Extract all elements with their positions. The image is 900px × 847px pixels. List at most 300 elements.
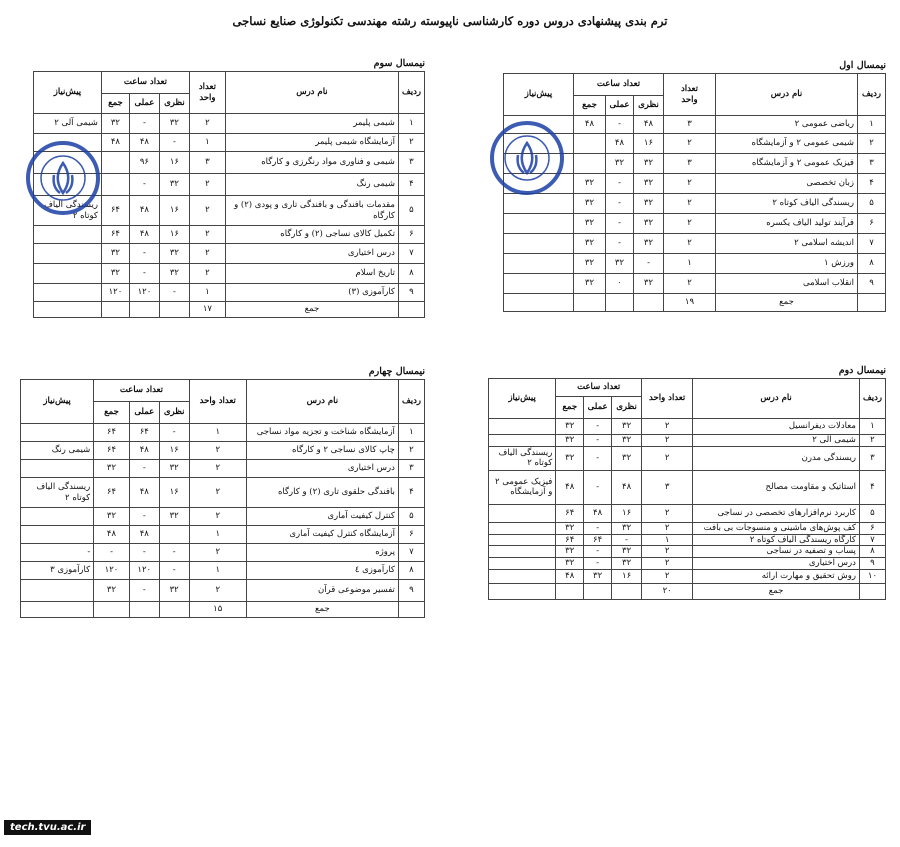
header-practical: عملی: [606, 96, 634, 116]
total-hours: ۳۲: [101, 244, 129, 264]
header-theory: نظری: [634, 96, 664, 116]
row-number: ۹: [398, 284, 424, 302]
course-units: ۲: [664, 234, 716, 254]
practical-hours: -: [584, 557, 612, 569]
course-name: کارگاه ریسندگی الیاف کوتاه ۲: [693, 534, 860, 546]
course-units: ۲: [642, 446, 693, 470]
course-name: کف پوش‌های ماشینی و منسوجات بی بافت: [693, 522, 860, 534]
header-total: جمع: [101, 94, 129, 114]
theory-hours: -: [159, 562, 189, 580]
course-name: شیمی رنگ: [225, 174, 398, 196]
site-logo: tech.tvu.ac.ir: [4, 820, 91, 835]
course-name: بافندگی حلقوی تاری (۲) و کارگاه: [246, 478, 398, 508]
total-empty-cell: [21, 602, 94, 618]
table-row: [504, 174, 886, 194]
course-name: شیمی و فناوری مواد رنگرزی و کارگاه: [225, 152, 398, 174]
header-units: [664, 74, 716, 116]
total-spacer: [398, 302, 424, 318]
row-number: ۸: [398, 264, 424, 284]
practical-hours: -: [129, 174, 159, 196]
theory-hours: -: [159, 544, 189, 562]
header-course-name: نام درس: [693, 379, 860, 419]
total-hours: ۶۴: [101, 196, 129, 226]
prerequisite: [504, 274, 574, 294]
course-units: ۱: [189, 526, 246, 544]
row-number: ۲: [858, 134, 886, 154]
semester-4-block: [20, 366, 425, 618]
header-total: جمع: [94, 402, 130, 424]
total-hours: ۳۲: [556, 546, 584, 558]
header-hours: تعداد ساعت: [94, 380, 189, 402]
row-number: ۷: [398, 244, 424, 264]
course-units: ۳: [642, 470, 693, 504]
theory-hours: ۳۲: [634, 214, 664, 234]
table-row: [21, 544, 425, 562]
row-number: ۵: [398, 508, 424, 526]
course-units: ۲: [189, 114, 225, 134]
total-hours: [101, 152, 129, 174]
practical-hours: ۴۸: [129, 478, 159, 508]
total-empty-cell: [33, 302, 101, 318]
theory-hours: ۳۲: [634, 174, 664, 194]
theory-hours: ۱۶: [159, 442, 189, 460]
semester-label: نیمسال سوم: [373, 58, 425, 69]
theory-hours: [159, 526, 189, 544]
total-spacer: [398, 602, 424, 618]
table-row: [489, 435, 886, 447]
course-units: ۲: [189, 196, 225, 226]
practical-hours: ۳۲: [584, 569, 612, 583]
row-number: ۱: [398, 114, 424, 134]
row-number: ۸: [858, 254, 886, 274]
row-number: ۶: [859, 522, 885, 534]
theory-hours: ۳۲: [159, 508, 189, 526]
header-row-number: ردیف: [859, 379, 885, 419]
total-empty-cell: [489, 583, 556, 599]
theory-hours: -: [612, 534, 642, 546]
course-name: ریاضی عمومی ۲: [716, 116, 858, 134]
prerequisite: [489, 435, 556, 447]
practical-hours: ۰: [606, 274, 634, 294]
total-spacer: [858, 294, 886, 312]
practical-hours: ۴۸: [606, 134, 634, 154]
total-empty-cell: [159, 302, 189, 318]
table-row: [33, 114, 424, 134]
course-units: ۱: [189, 134, 225, 152]
course-name: درس اختیاری: [246, 460, 398, 478]
total-hours: ۶۴: [101, 226, 129, 244]
table-row: [21, 508, 425, 526]
prerequisite: [504, 234, 574, 254]
table-row: [21, 478, 425, 508]
theory-hours: ۳۲: [612, 522, 642, 534]
prerequisite: [504, 194, 574, 214]
course-name: فیزیک عمومی ۲ و آزمایشگاه: [716, 154, 858, 174]
row-number: ۱: [398, 424, 424, 442]
course-units: ۲: [189, 244, 225, 264]
practical-hours: -: [129, 244, 159, 264]
row-number: ۱: [859, 419, 885, 435]
table-row: [489, 557, 886, 569]
row-number: ۱۰: [859, 569, 885, 583]
course-name: کارآموزی ٤: [246, 562, 398, 580]
course-units: ۲: [664, 274, 716, 294]
header-course-name: نام درس: [716, 74, 858, 116]
course-name: اندیشه اسلامی ۲: [716, 234, 858, 254]
total-hours: ۶۴: [94, 424, 130, 442]
course-name: ریسندگی الیاف کوتاه ۲: [716, 194, 858, 214]
practical-hours: ۹۶: [129, 152, 159, 174]
total-empty-cell: [129, 302, 159, 318]
course-name: مقدمات بافندگی و بافندگی تاری و پودی (۲) و کارگاه: [225, 196, 398, 226]
course-table: [20, 379, 425, 618]
prerequisite: [21, 508, 94, 526]
prerequisite: ریسندگی الیاف کوتاه ۲: [489, 446, 556, 470]
total-hours: ۳۲: [94, 508, 130, 526]
course-name: تکمیل کالای نساجی (۲) و کارگاه: [225, 226, 398, 244]
prerequisite: [489, 569, 556, 583]
header-units: تعداد واحد: [642, 379, 693, 419]
header-units-line: تعداد: [198, 81, 216, 92]
header-theory: نظری: [159, 94, 189, 114]
row-number: ۴: [398, 478, 424, 508]
total-label: جمع: [246, 602, 398, 618]
semester-label: نیمسال چهارم: [368, 366, 425, 377]
theory-hours: ۳۲: [159, 114, 189, 134]
header-practical: عملی: [129, 402, 159, 424]
practical-hours: -: [606, 116, 634, 134]
practical-hours: -: [584, 435, 612, 447]
row-number: ۱: [858, 116, 886, 134]
prerequisite: [21, 424, 94, 442]
total-hours: -: [94, 544, 130, 562]
course-units: ۲: [189, 478, 246, 508]
practical-hours: -: [129, 460, 159, 478]
theory-hours: ۳۲: [612, 546, 642, 558]
practical-hours: ۱۲۰: [129, 562, 159, 580]
header-prerequisite: پیش‌نیاز: [21, 380, 94, 424]
prerequisite: [489, 522, 556, 534]
page-title: ترم بندی پیشنهادی دروس دوره کارشناسی ناپیوسته رشته مهندسی تکنولوژی صنایع نساجی: [232, 14, 668, 28]
course-name: پساب و تصفیه در نساجی: [693, 546, 860, 558]
semester-label: نیمسال اول: [839, 60, 886, 71]
header-prerequisite: پیش‌نیاز: [489, 379, 556, 419]
theory-hours: ۴۸: [612, 470, 642, 504]
course-units: ۲: [189, 580, 246, 602]
course-name: ریسندگی مدرن: [693, 446, 860, 470]
practical-hours: -: [606, 194, 634, 214]
header-units-line: تعداد: [680, 83, 699, 94]
row-number: ۹: [859, 557, 885, 569]
course-name: کنترل کیفیت آماری: [246, 508, 398, 526]
course-units: ۲: [642, 504, 693, 522]
row-number: ۴: [398, 174, 424, 196]
course-units: ۱: [189, 562, 246, 580]
total-hours: ۴۸: [556, 470, 584, 504]
prerequisite: [21, 526, 94, 544]
course-name: شیمی آلی ۲: [693, 435, 860, 447]
table-row: [33, 244, 424, 264]
practical-hours: ۴۸: [584, 504, 612, 522]
course-units: ۳: [664, 116, 716, 134]
course-name: تفسیر موضوعی قرآن: [246, 580, 398, 602]
header-prerequisite: پیش‌نیاز: [33, 72, 101, 114]
semester-label: نیمسال دوم: [838, 365, 886, 376]
course-name: معادلات دیفرانسیل: [693, 419, 860, 435]
total-empty-cell: [612, 583, 642, 599]
theory-hours: -: [159, 284, 189, 302]
theory-hours: ۳۲: [612, 419, 642, 435]
table-row: [489, 446, 886, 470]
theory-hours: -: [159, 424, 189, 442]
theory-hours: ۱۶: [612, 504, 642, 522]
prerequisite: [489, 504, 556, 522]
total-row: [21, 602, 425, 618]
course-name: کاربرد نرم‌افزارهای تخصصی در نساجی: [693, 504, 860, 522]
course-name: کارآموزی (۳): [225, 284, 398, 302]
course-units: ۲: [189, 544, 246, 562]
total-hours: ۴۸: [574, 116, 606, 134]
header-hours: تعداد ساعت: [556, 379, 642, 397]
prerequisite: [33, 264, 101, 284]
course-table: [488, 378, 886, 600]
table-row: [489, 522, 886, 534]
course-units: ۲: [189, 442, 246, 460]
prerequisite: [33, 244, 101, 264]
total-units: ۱۷: [189, 302, 225, 318]
row-number: ۹: [398, 580, 424, 602]
table-row: [504, 214, 886, 234]
practical-hours: -: [584, 446, 612, 470]
practical-hours: -: [129, 264, 159, 284]
theory-hours: ۳۲: [159, 580, 189, 602]
total-hours: ۳۲: [556, 446, 584, 470]
theory-hours: ۳۲: [634, 154, 664, 174]
prerequisite: -: [21, 544, 94, 562]
course-name: درس اختیاری: [693, 557, 860, 569]
row-number: ۵: [398, 196, 424, 226]
total-row: [33, 302, 424, 318]
row-number: ۲: [398, 134, 424, 152]
total-empty-cell: [606, 294, 634, 312]
row-number: ۶: [398, 526, 424, 544]
course-name: روش تحقیق و مهارت ارائه: [693, 569, 860, 583]
header-theory: نظری: [159, 402, 189, 424]
total-empty-cell: [504, 294, 574, 312]
row-number: ۵: [858, 194, 886, 214]
prerequisite: [489, 557, 556, 569]
prerequisite: [489, 546, 556, 558]
theory-hours: ۳۲: [634, 234, 664, 254]
theory-hours: ۱۶: [159, 478, 189, 508]
total-hours: ۳۲: [94, 460, 130, 478]
theory-hours: -: [634, 254, 664, 274]
row-number: ۷: [858, 234, 886, 254]
table-row: [33, 226, 424, 244]
prerequisite: [21, 460, 94, 478]
total-hours: ۳۲: [101, 114, 129, 134]
practical-hours: ۴۸: [129, 526, 159, 544]
practical-hours: -: [129, 544, 159, 562]
theory-hours: ۱۶: [159, 196, 189, 226]
course-name: شیمی عمومی ۲ و آزمایشگاه: [716, 134, 858, 154]
emblem-seal-icon: [490, 121, 564, 195]
practical-hours: ۶۴: [129, 424, 159, 442]
row-number: ۴: [859, 470, 885, 504]
course-units: ۲: [189, 460, 246, 478]
prerequisite: شیمی آلی ۲: [33, 114, 101, 134]
course-units: ۲: [642, 569, 693, 583]
practical-hours: -: [129, 114, 159, 134]
course-units: ۲: [189, 226, 225, 244]
total-hours: ۳۲: [574, 274, 606, 294]
row-number: ۲: [398, 442, 424, 460]
total-row: [489, 583, 886, 599]
header-total: جمع: [574, 96, 606, 116]
course-units: ۱: [642, 534, 693, 546]
course-name: زبان تخصصی: [716, 174, 858, 194]
total-empty-cell: [101, 302, 129, 318]
practical-hours: -: [584, 470, 612, 504]
total-hours: [574, 134, 606, 154]
practical-hours: -: [606, 234, 634, 254]
prerequisite: [33, 226, 101, 244]
theory-hours: ۳۲: [159, 244, 189, 264]
table-row: [21, 526, 425, 544]
header-units: [189, 72, 225, 114]
row-number: ۸: [398, 562, 424, 580]
theory-hours: ۳۲: [159, 460, 189, 478]
prerequisite: [33, 284, 101, 302]
table-row: [504, 194, 886, 214]
theory-hours: -: [159, 134, 189, 152]
total-units: ۲۰: [642, 583, 693, 599]
course-units: ۲: [642, 522, 693, 534]
theory-hours: ۱۶: [159, 152, 189, 174]
practical-hours: ۴۸: [129, 226, 159, 244]
practical-hours: ۱۲۰: [129, 284, 159, 302]
total-spacer: [859, 583, 885, 599]
total-hours: [101, 174, 129, 196]
row-number: ۶: [858, 214, 886, 234]
prerequisite: [21, 580, 94, 602]
emblem-seal-icon: [26, 141, 100, 215]
course-name: فرآیند تولید الیاف یکسره: [716, 214, 858, 234]
total-hours: ۳۲: [574, 254, 606, 274]
header-practical: عملی: [129, 94, 159, 114]
prerequisite: [489, 419, 556, 435]
course-units: ۱: [189, 284, 225, 302]
total-empty-cell: [129, 602, 159, 618]
course-units: ۲: [664, 174, 716, 194]
header-units: تعداد واحد: [189, 380, 246, 424]
table-row: [21, 460, 425, 478]
table-row: [21, 562, 425, 580]
total-label: جمع: [693, 583, 860, 599]
total-row: [504, 294, 886, 312]
course-units: ۳: [189, 152, 225, 174]
total-empty-cell: [634, 294, 664, 312]
total-hours: ۶۴: [556, 534, 584, 546]
header-row-number: ردیف: [398, 380, 424, 424]
total-hours: ۳۲: [101, 264, 129, 284]
total-hours: ۶۴: [94, 478, 130, 508]
theory-hours: ۳۲: [634, 274, 664, 294]
course-name: آزمایشگاه شناخت و تجزیه مواد نساجی: [246, 424, 398, 442]
prerequisite: ریسندگی الیاف کوتاه ۲: [33, 196, 101, 226]
total-hours: ۳۲: [556, 419, 584, 435]
table-row: [504, 116, 886, 134]
course-units: ۲: [664, 134, 716, 154]
row-number: ۲: [859, 435, 885, 447]
table-row: [489, 569, 886, 583]
row-number: ۴: [858, 174, 886, 194]
total-hours: ۳۲: [574, 214, 606, 234]
theory-hours: ۴۸: [634, 116, 664, 134]
semester-2-block: [488, 365, 886, 600]
prerequisite: فیزیک عمومی ۲ و آزمایشگاه: [489, 470, 556, 504]
table-row: [504, 274, 886, 294]
theory-hours: ۳۲: [612, 435, 642, 447]
header-total: جمع: [556, 397, 584, 419]
header-row-number: ردیف: [398, 72, 424, 114]
practical-hours: ۶۴: [584, 534, 612, 546]
course-name: چاپ کالای نساجی ۲ و کارگاه: [246, 442, 398, 460]
course-units: ۲: [642, 435, 693, 447]
total-hours: ۳۲: [556, 522, 584, 534]
row-number: ۳: [398, 152, 424, 174]
table-row: [33, 284, 424, 302]
course-name: آزمایشگاه شیمی پلیمر: [225, 134, 398, 152]
course-name: پروژه: [246, 544, 398, 562]
practical-hours: -: [129, 580, 159, 602]
course-name: شیمی پلیمر: [225, 114, 398, 134]
practical-hours: ۴۸: [129, 196, 159, 226]
total-empty-cell: [159, 602, 189, 618]
row-number: ۷: [398, 544, 424, 562]
table-row: [489, 546, 886, 558]
course-name: تاریخ اسلام: [225, 264, 398, 284]
prerequisite: [504, 254, 574, 274]
theory-hours: ۳۲: [612, 446, 642, 470]
practical-hours: -: [584, 546, 612, 558]
total-hours: ۳۲: [574, 174, 606, 194]
header-practical: عملی: [584, 397, 612, 419]
row-number: ۳: [859, 446, 885, 470]
table-row: [21, 442, 425, 460]
practical-hours: -: [584, 522, 612, 534]
total-hours: ۴۸: [101, 134, 129, 152]
table-row: [489, 504, 886, 522]
course-table: [503, 73, 886, 312]
theory-hours: ۱۶: [159, 226, 189, 244]
total-hours: ۱۲۰: [101, 284, 129, 302]
total-label: جمع: [225, 302, 398, 318]
row-number: ۵: [859, 504, 885, 522]
course-units: ۲: [642, 557, 693, 569]
theory-hours: ۳۲: [634, 194, 664, 214]
prerequisite: کارآموزی ۳: [21, 562, 94, 580]
table-row: [489, 419, 886, 435]
header-hours: تعداد ساعت: [574, 74, 664, 96]
course-units: ۱: [189, 424, 246, 442]
course-units: ۲: [189, 264, 225, 284]
course-units: ۲: [189, 174, 225, 196]
header-row-number: ردیف: [858, 74, 886, 116]
total-empty-cell: [94, 602, 130, 618]
practical-hours: ۳۲: [606, 254, 634, 274]
course-units: ۲: [642, 419, 693, 435]
